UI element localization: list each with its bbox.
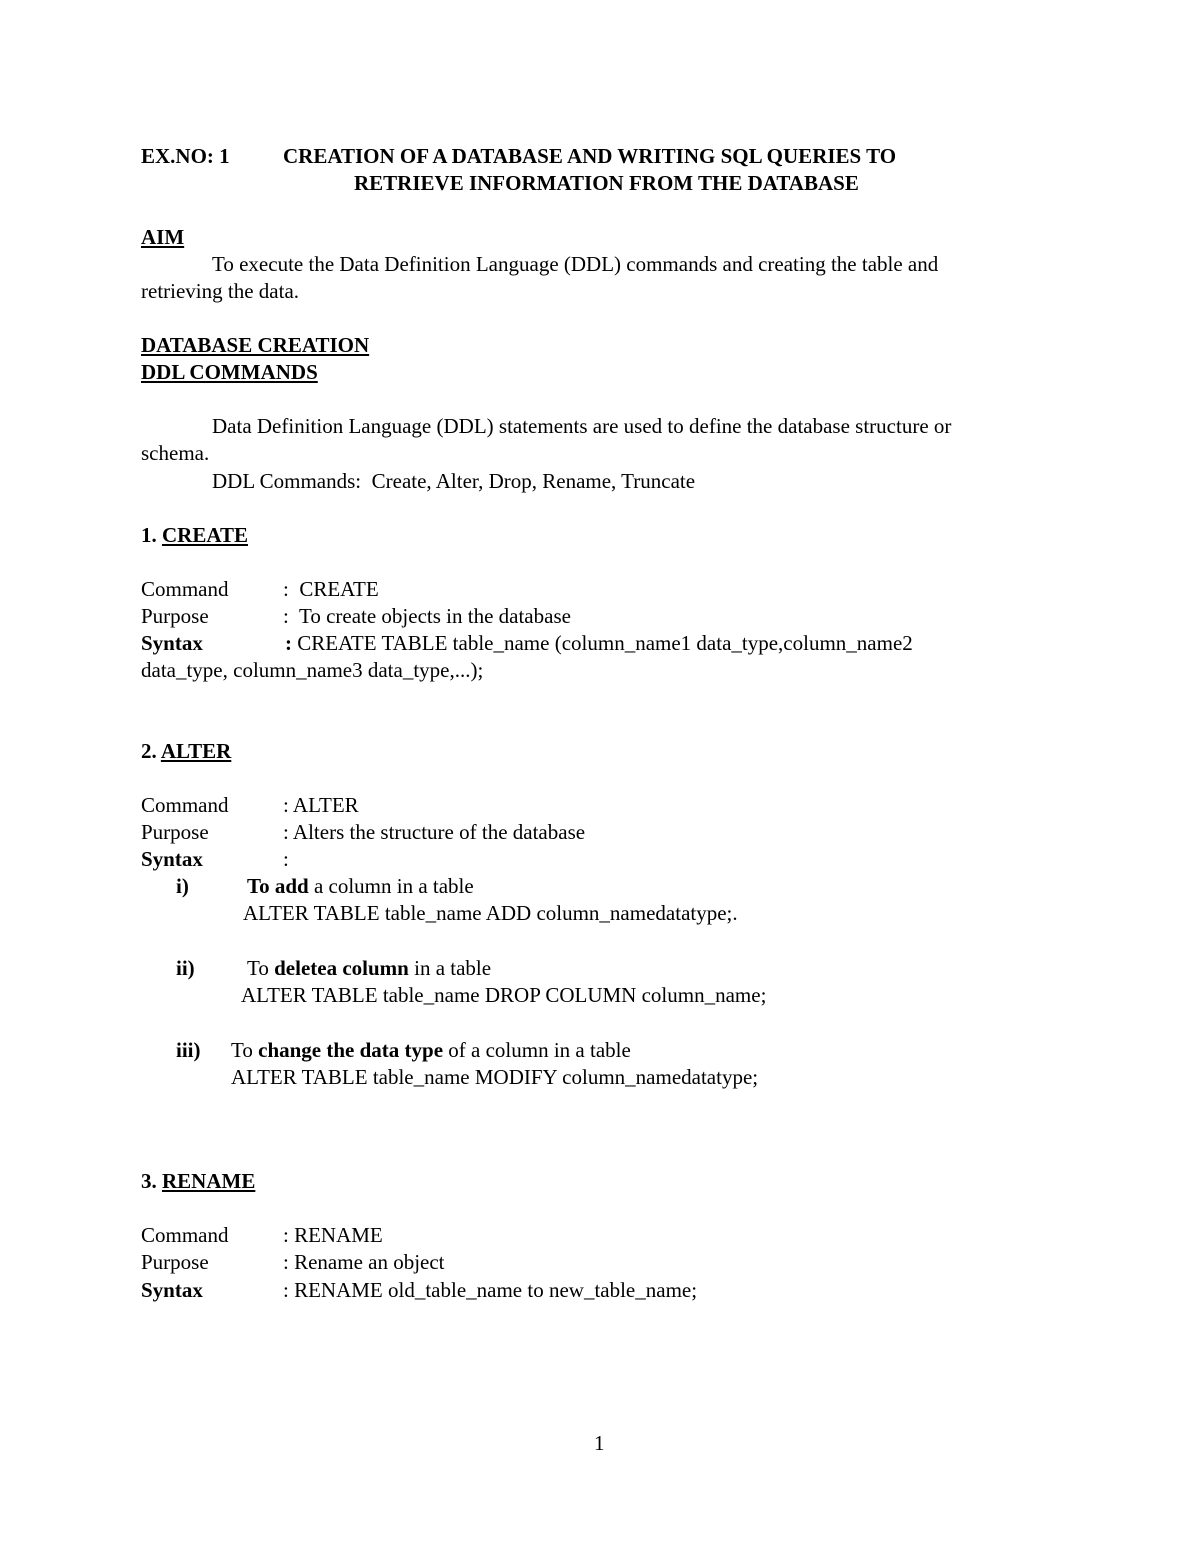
create-syntax-line-2: data_type, column_name3 data_type,...); bbox=[141, 658, 484, 682]
create-number: 1. bbox=[141, 523, 162, 547]
ddl-commands-heading: DDL COMMANDS bbox=[141, 360, 318, 384]
alter-item-code: ALTER TABLE table_name DROP COLUMN column_name; bbox=[241, 983, 767, 1007]
alter-heading: ALTER bbox=[160, 739, 232, 763]
ddl-description-line-1: Data Definition Language (DDL) statements are used to define the database structure or bbox=[212, 414, 952, 438]
alter-item-bold: To add bbox=[247, 874, 309, 898]
database-creation-heading: DATABASE CREATION bbox=[141, 333, 370, 357]
create-command-label: Command bbox=[141, 577, 229, 601]
create-syntax-label: Syntax bbox=[141, 631, 203, 655]
create-purpose-value: : To create objects in the database bbox=[283, 604, 571, 628]
alter-command-label: Command bbox=[141, 793, 229, 817]
alter-item-pre: To bbox=[247, 956, 275, 980]
rename-heading: RENAME bbox=[162, 1169, 256, 1193]
alter-item-pre: To bbox=[231, 1038, 259, 1062]
aim-heading: AIM bbox=[141, 225, 185, 249]
create-syntax-line-1: CREATE TABLE table_name (column_name1 data_type,column_name2 bbox=[292, 631, 913, 655]
create-syntax-row bbox=[285, 630, 913, 657]
alter-command-value: : ALTER bbox=[283, 793, 359, 817]
create-section-heading bbox=[141, 522, 248, 549]
alter-item-bold: deletea column bbox=[274, 956, 409, 980]
rename-command-value: : RENAME bbox=[283, 1223, 383, 1247]
alter-item-post: a column in a table bbox=[308, 874, 474, 898]
ddl-description-line-2: schema. bbox=[141, 441, 210, 465]
rename-syntax-value: : RENAME old_table_name to new_table_name; bbox=[283, 1278, 698, 1302]
aim-text-line-1: To execute the Data Definition Language (DDL) commands and creating the table and bbox=[212, 252, 939, 276]
alter-item-marker: i) bbox=[176, 874, 189, 898]
alter-item-description bbox=[247, 955, 491, 982]
alter-item-post: in a table bbox=[408, 956, 492, 980]
alter-item-description bbox=[247, 873, 474, 900]
alter-syntax-label: Syntax bbox=[141, 847, 203, 871]
rename-purpose-label: Purpose bbox=[141, 1250, 209, 1274]
title-line-2: RETRIEVE INFORMATION FROM THE DATABASE bbox=[354, 171, 859, 195]
aim-text-line-2: retrieving the data. bbox=[141, 279, 300, 303]
alter-purpose-label: Purpose bbox=[141, 820, 209, 844]
create-command-value: : CREATE bbox=[283, 577, 379, 601]
alter-item-code: ALTER TABLE table_name ADD column_namedatatype;. bbox=[243, 901, 738, 925]
alter-purpose-value: : Alters the structure of the database bbox=[283, 820, 586, 844]
alter-section-heading bbox=[141, 738, 231, 765]
alter-item-description bbox=[231, 1037, 631, 1064]
rename-syntax-label: Syntax bbox=[141, 1278, 203, 1302]
alter-item-code: ALTER TABLE table_name MODIFY column_namedatatype; bbox=[231, 1065, 759, 1089]
alter-item-marker: iii) bbox=[176, 1038, 201, 1062]
alter-number: 2. bbox=[141, 739, 161, 763]
rename-command-label: Command bbox=[141, 1223, 229, 1247]
rename-purpose-value: : Rename an object bbox=[283, 1250, 445, 1274]
alter-syntax-value: : bbox=[283, 847, 289, 871]
alter-item-marker: ii) bbox=[176, 956, 195, 980]
exercise-number: EX.NO: 1 bbox=[141, 144, 230, 168]
rename-section-heading bbox=[141, 1168, 255, 1195]
page-number: 1 bbox=[594, 1431, 605, 1455]
create-purpose-label: Purpose bbox=[141, 604, 209, 628]
alter-item-bold: change the data type bbox=[258, 1038, 444, 1062]
alter-item-post: of a column in a table bbox=[443, 1038, 631, 1062]
ddl-commands-list: DDL Commands: Create, Alter, Drop, Rename, Truncate bbox=[212, 469, 696, 493]
rename-number: 3. bbox=[141, 1169, 162, 1193]
create-syntax-colon: : bbox=[285, 631, 292, 655]
create-heading: CREATE bbox=[162, 523, 248, 547]
title-line-1: CREATION OF A DATABASE AND WRITING SQL QUERIES TO bbox=[283, 144, 897, 168]
